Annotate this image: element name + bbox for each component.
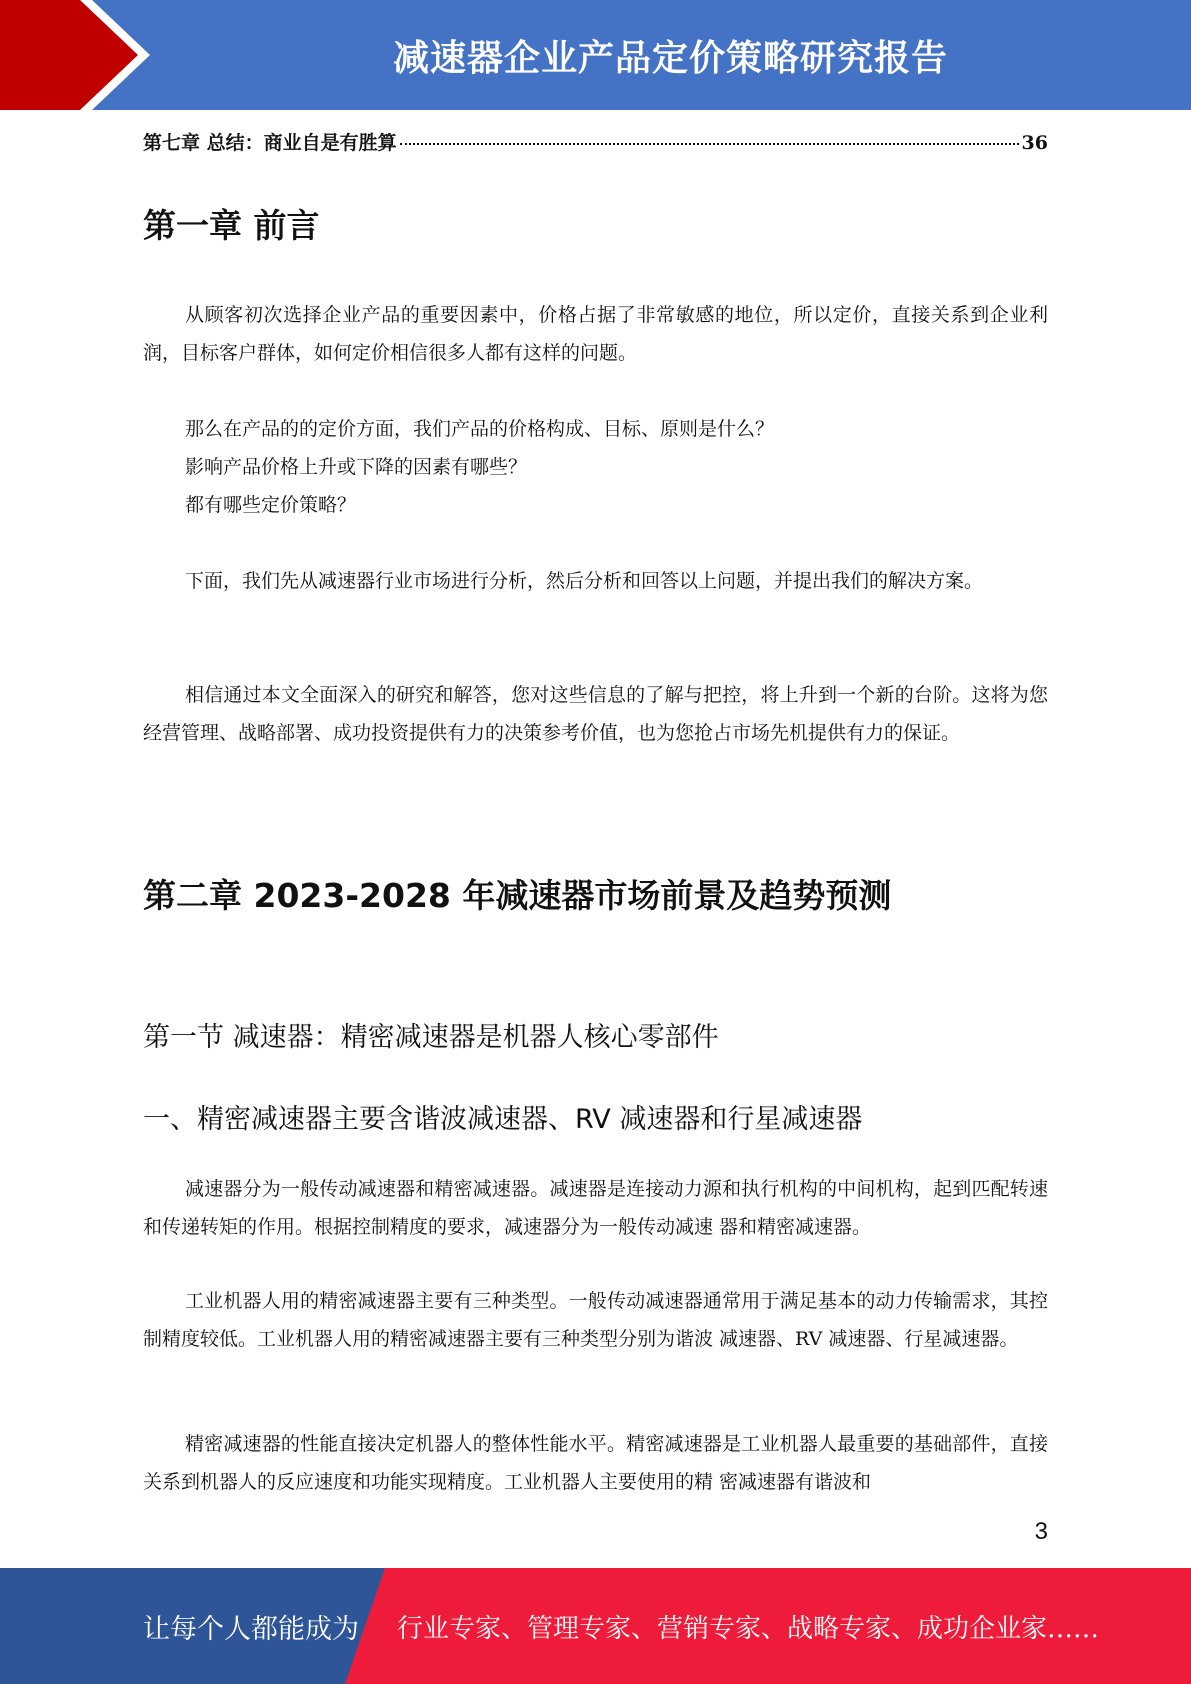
toc-entry-label: 第七章 总结：商业自是有胜算: [143, 132, 397, 154]
question-line: 那么在产品的的定价方面，我们产品的价格构成、目标、原则是什么？: [185, 418, 775, 440]
page-number: 3: [1034, 1518, 1048, 1545]
subsection-title: 一、精密减速器主要含谐波减速器、RV 减速器和行星减速器: [143, 1104, 863, 1135]
paragraph: 相信通过本文全面深入的研究和解答，您对这些信息的了解与把控，将上升到一个新的台阶。这将为您经营管理、战略部署、成功投资提供有力的决策参考价值，也为您抢占市场先机提供有力的保证。: [143, 684, 1048, 744]
page-footer: [0, 1568, 1191, 1684]
footer-slogan-right: 行业专家、管理专家、营销专家、战略专家、成功企业家……: [397, 1613, 1100, 1644]
toc-entry[interactable]: [143, 128, 1048, 158]
paragraph: 减速器分为一般传动减速器和精密减速器。减速器是连接动力源和执行机构的中间机构，起到匹配转速和传递转矩的作用。根据控制精度的要求，减速器分为一般传动减速 器和精密减速器。: [143, 1178, 1048, 1238]
report-title: 减速器企业产品定价策略研究报告: [392, 37, 948, 79]
question-line: 影响产品价格上升或下降的因素有哪些？: [185, 456, 528, 478]
footer-slogan-left: 让每个人都能成为: [143, 1613, 359, 1645]
question-line: 都有哪些定价策略？: [185, 494, 357, 516]
section-title: 第一节 减速器：精密减速器是机器人核心零部件: [143, 1022, 719, 1053]
toc-dot-leader: [400, 143, 1019, 145]
toc-entry-page: 36: [1021, 132, 1048, 154]
chapter-1-title: 第一章 前言: [143, 206, 320, 245]
paragraph: 工业机器人用的精密减速器主要有三种类型。一般传动减速器通常用于满足基本的动力传输需求，其控制精度较低。工业机器人用的精密减速器主要有三种类型分别为谐波 减速器、RV 减速器、行星减速器。: [143, 1290, 1048, 1350]
page-header: [0, 0, 1191, 110]
paragraph: 下面，我们先从减速器行业市场进行分析，然后分析和回答以上问题，并提出我们的解决方案。: [185, 570, 984, 592]
chapter-2-title: 第二章 2023-2028 年减速器市场前景及趋势预测: [143, 876, 892, 915]
paragraph: 精密减速器的性能直接决定机器人的整体性能水平。精密减速器是工业机器人最重要的基础部件，直接关系到机器人的反应速度和功能实现精度。工业机器人主要使用的精 密减速器有谐波和: [143, 1433, 1048, 1493]
paragraph: 从顾客初次选择企业产品的重要因素中，价格占据了非常敏感的地位，所以定价，直接关系到企业利润，目标客户群体，如何定价相信很多人都有这样的问题。: [143, 304, 1048, 364]
